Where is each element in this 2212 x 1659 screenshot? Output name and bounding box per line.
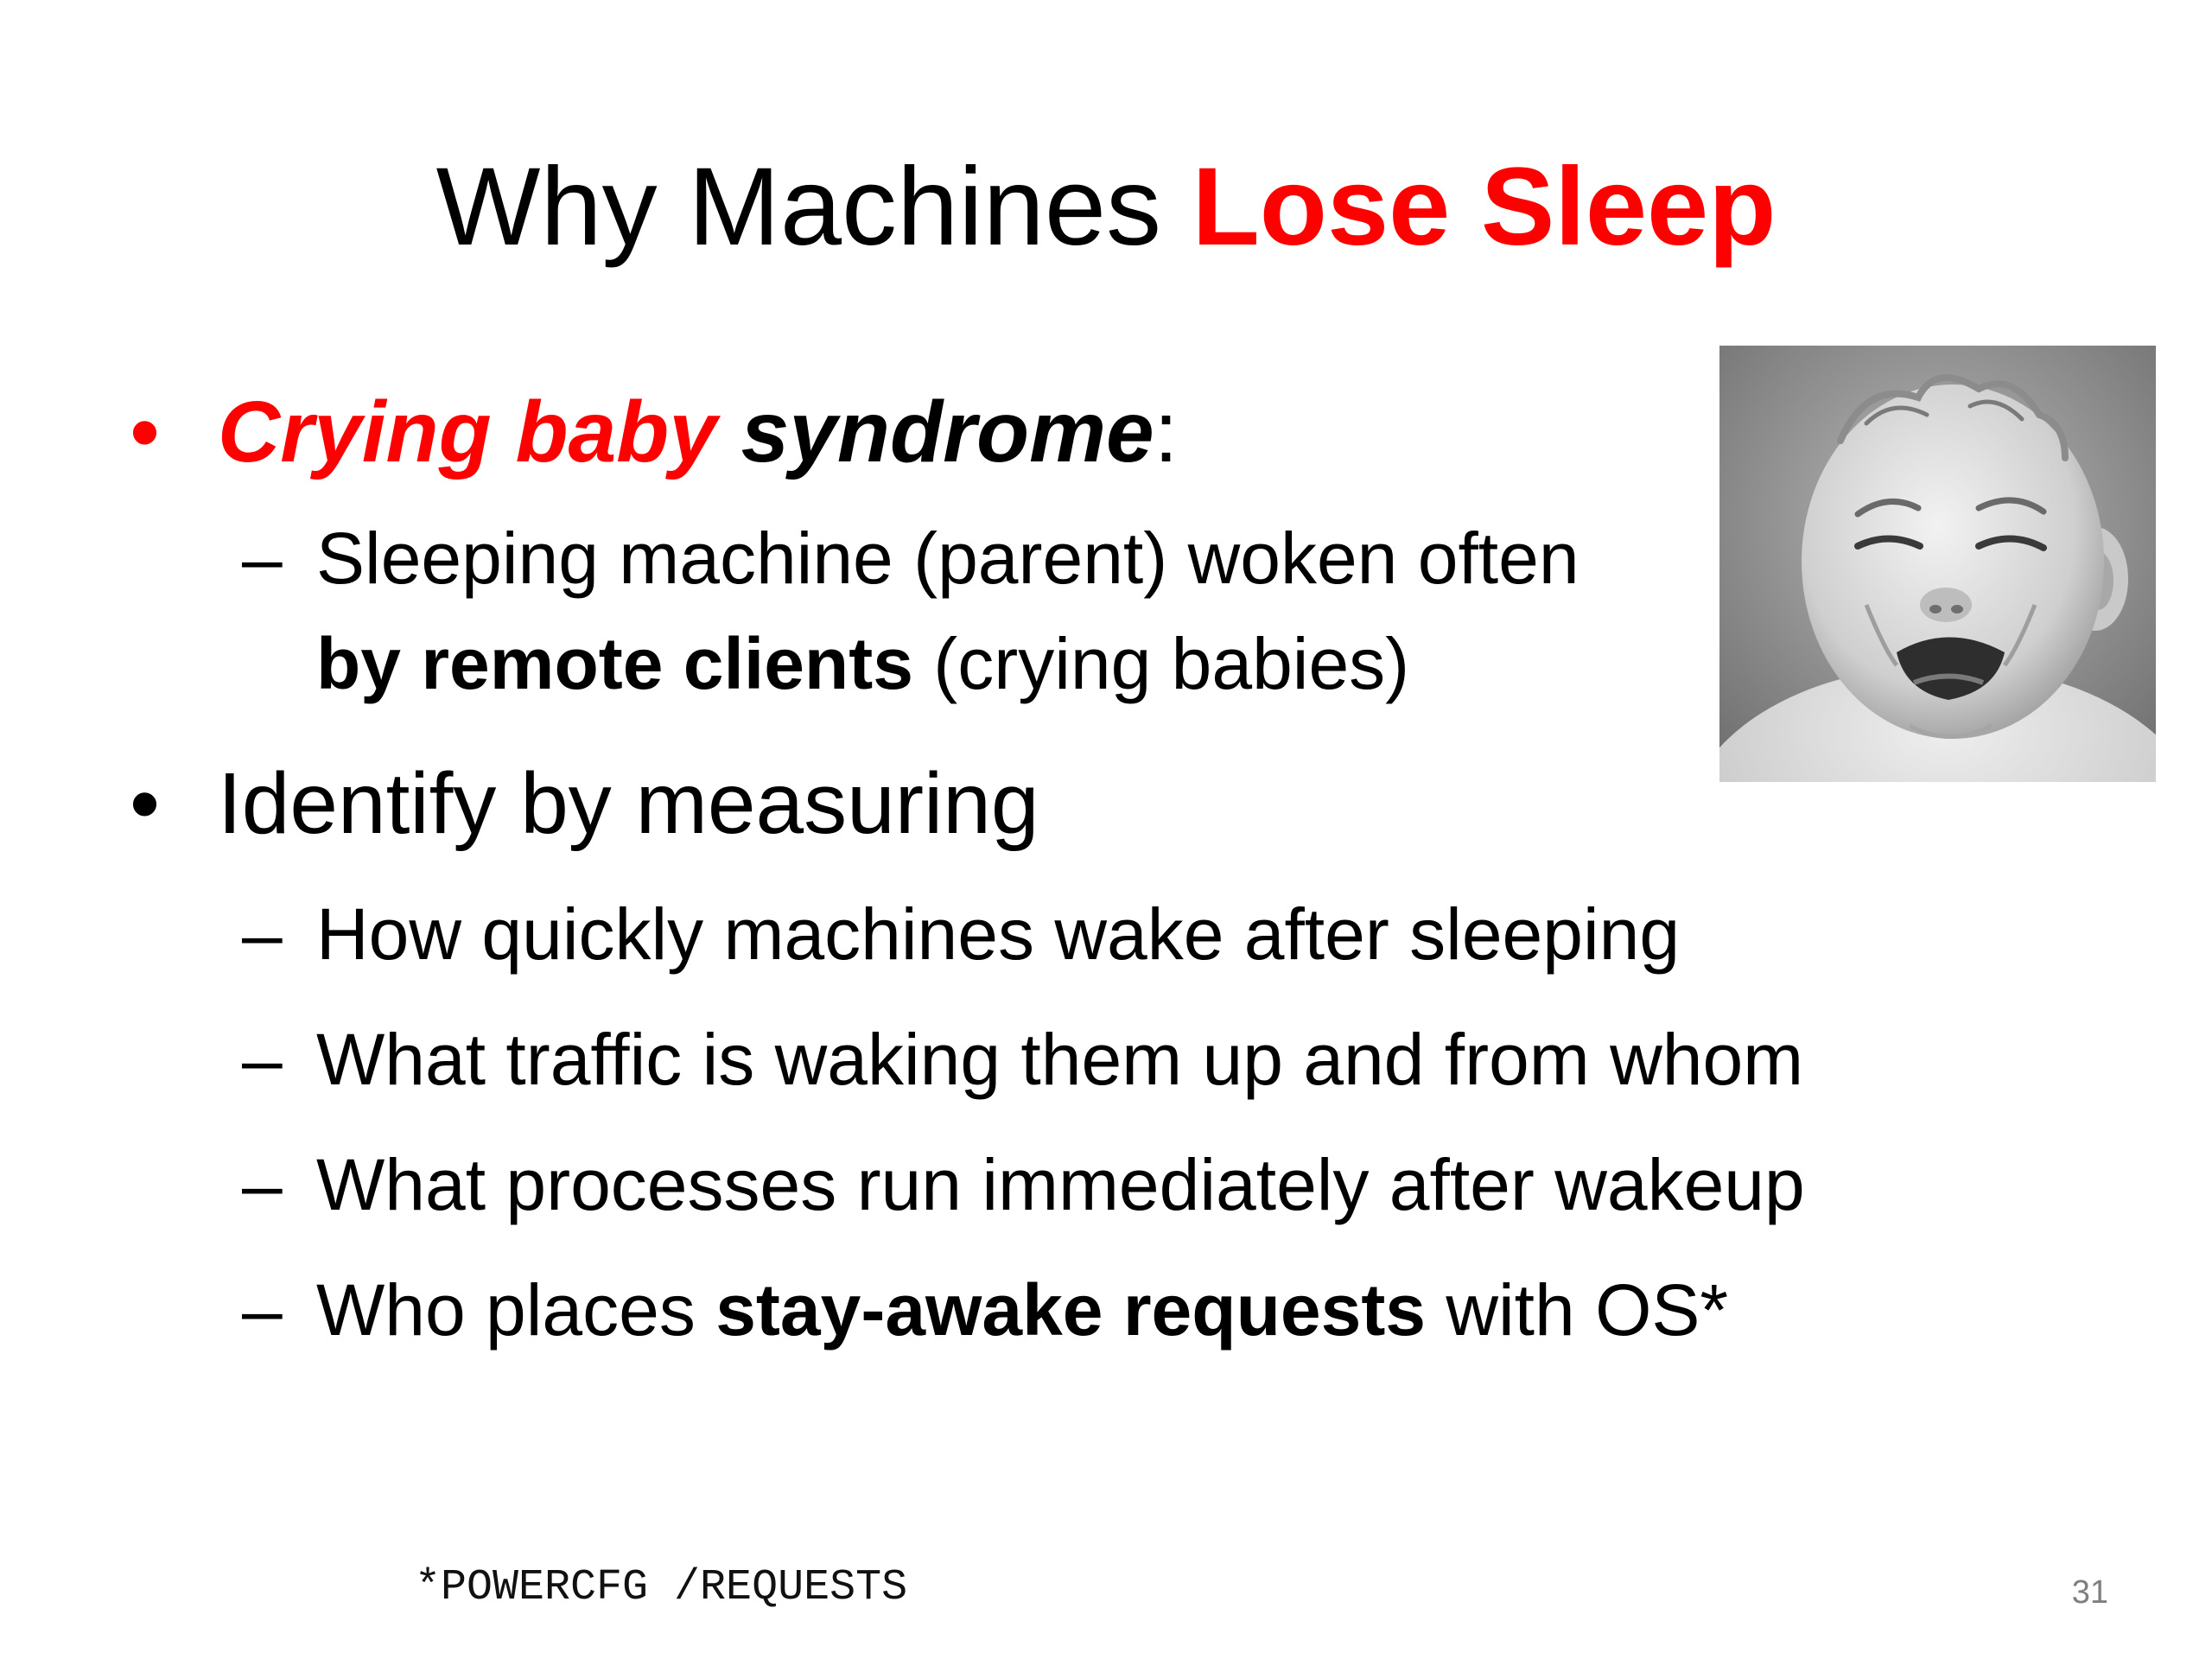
- crying-baby-illustration: [1719, 346, 2156, 782]
- subitem-line1: Sleeping machine (parent) woken often: [316, 518, 1580, 599]
- dash: –: [242, 893, 283, 975]
- dash: –: [242, 1269, 283, 1351]
- dash: –: [242, 1019, 283, 1100]
- subitem-text: What processes run immediately after wakeup: [316, 1144, 1805, 1225]
- bullet-red-text: Crying baby: [218, 384, 717, 480]
- dash: –: [242, 1144, 283, 1225]
- subitem-bold: stay-awake requests: [715, 1269, 1427, 1351]
- subitem-line2-bold: by remote clients: [316, 623, 913, 704]
- bullet-dot: •: [130, 755, 161, 852]
- bullet-text: Identify by measuring: [218, 755, 1039, 852]
- title-plain: Why Machines: [435, 145, 1192, 269]
- slide-title: [0, 143, 2212, 272]
- subitem-text: What traffic is waking them up and from whom: [316, 1019, 1804, 1100]
- subitem-pre: Who places: [316, 1269, 716, 1351]
- subitem-post: with OS*: [1426, 1269, 1729, 1351]
- subitem-text: How quickly machines wake after sleeping: [316, 893, 1681, 975]
- bullet-bold-text: syndrome: [716, 384, 1154, 480]
- footnote: *POWERCFG /REQUESTS: [415, 1563, 908, 1612]
- page-number: 31: [2071, 1574, 2108, 1611]
- subitem-line2-rest: (crying babies): [912, 623, 1410, 704]
- title-accent: Lose Sleep: [1192, 145, 1777, 269]
- bullet-dot: •: [130, 384, 161, 480]
- dash: –: [242, 518, 283, 599]
- crying-baby-image: [1719, 346, 2156, 782]
- bullet-tail: :: [1154, 384, 1179, 480]
